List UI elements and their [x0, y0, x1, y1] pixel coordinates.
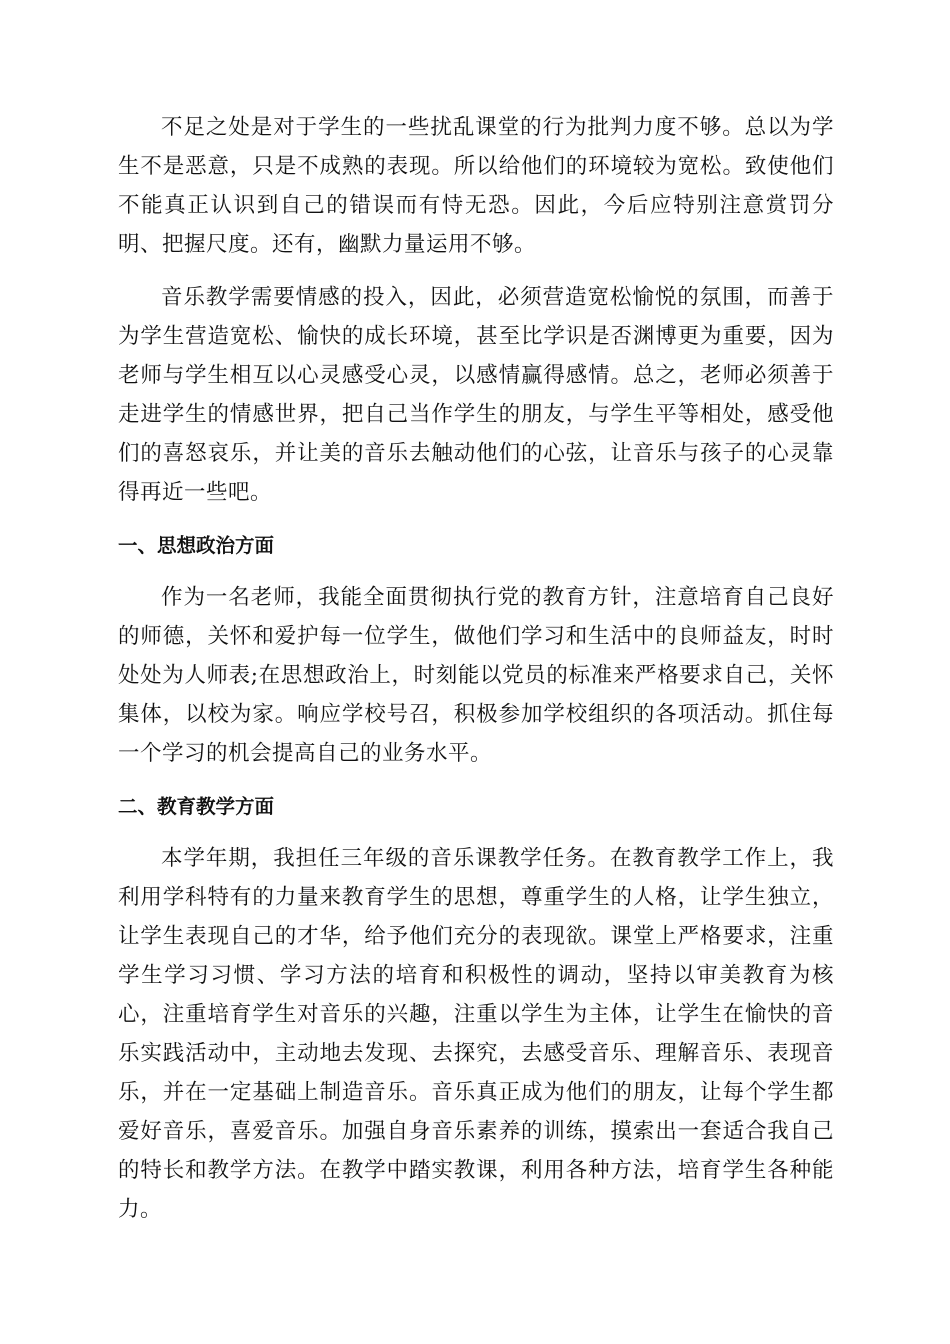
paragraph-music-emotion: 音乐教学需要情感的投入，因此，必须营造宽松愉悦的氛围，而善于为学生营造宽松、愉快的成长环境，甚至比学识是否渊博更为重要，因为老师与学生相互以心灵感受心灵，以感情赢得感情。总之，老师必须善于走进学生的情感世界，把自己当作学生的朋友，与学生平等相处，感受他们的喜怒哀乐，并让美的音乐去触动他们的心弦，让音乐与孩子的心灵靠得再近一些吧。 — [118, 285, 834, 505]
paragraph-shortcomings: 不足之处是对于学生的一些扰乱课堂的行为批判力度不够。总以为学生不是恶意，只是不成熟的表现。所以给他们的环境较为宽松。致使他们不能真正认识到自己的错误而有恃无恐。因此，今后应特别注意赏罚分明、把握尺度。还有，幽默力量运用不够。 — [118, 115, 834, 257]
paragraph-ideology: 作为一名老师，我能全面贯彻执行党的教育方针，注意培育自己良好的师德，关怀和爱护每一位学生，做他们学习和生活中的良师益友，时时处处为人师表;在思想政治上，时刻能以党员的标准来严格要求自己，关怀集体，以校为家。响应学校号召，积极参加学校组织的各项活动。抓住每一个学习的机会提高自己的业务水平。 — [118, 585, 834, 766]
section-heading-teaching: 二、教育教学方面 — [118, 795, 275, 818]
document-page — [118, 108, 834, 1243]
paragraph-teaching: 本学年期，我担任三年级的音乐课教学任务。在教育教学工作上，我利用学科特有的力量来教育学生的思想，尊重学生的人格，让学生独立，让学生表现自己的才华，给予他们充分的表现欲。课堂上严格要求，注重学生学习习惯、学习方法的培育和积极性的调动，坚持以审美教育为核心，注重培育学生对音乐的兴趣，注重以学生为主体，让学生在愉快的音乐实践活动中，主动地去发现、去探究，去感受音乐、理解音乐、表现音乐，并在一定基础上制造音乐。音乐真正成为他们的朋友，让每个学生都爱好音乐，喜爱音乐。加强自身音乐素养的训练，摸索出一套适合我自己的特长和教学方法。在教学中踏实教课，利用各种方法，培育学生各种能力。 — [118, 846, 834, 1222]
section-heading-ideology: 一、思想政治方面 — [118, 534, 275, 557]
